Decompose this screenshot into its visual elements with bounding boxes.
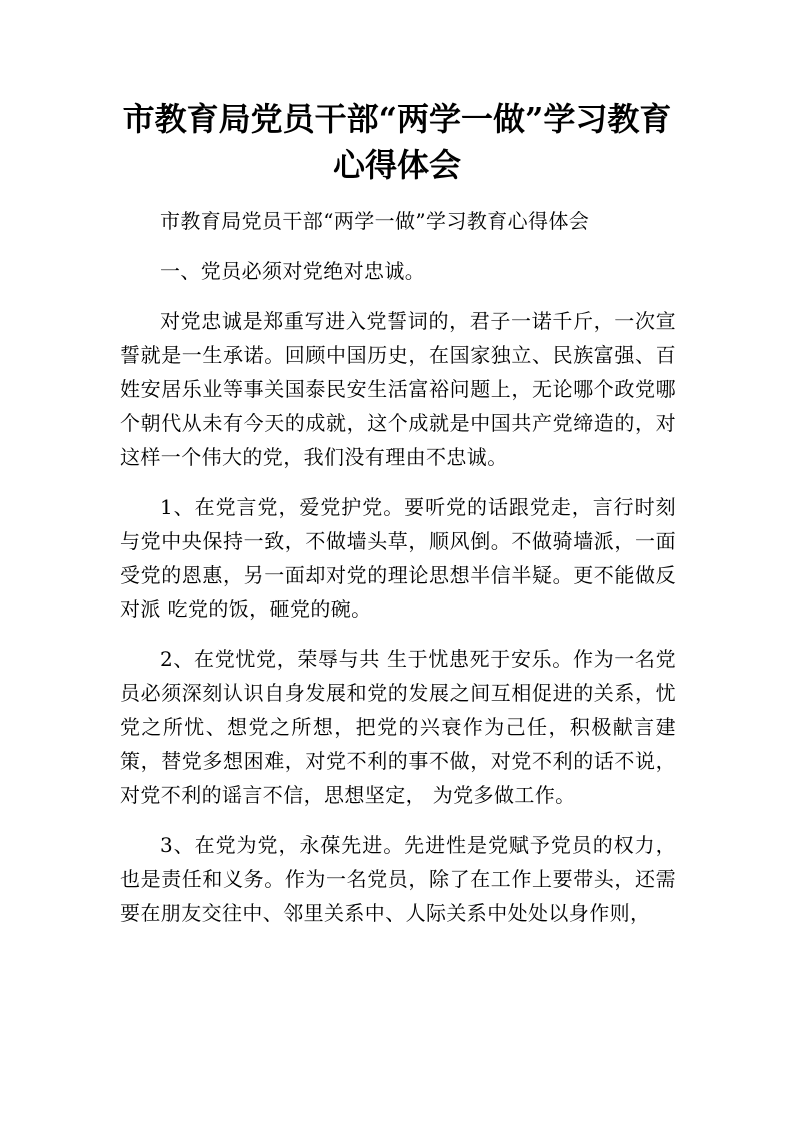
body-paragraph-4: 3、在党为党，永葆先进。先进性是党赋予党员的权力，也是责任和义务。作为一名党员，除了在工作上要带头，还需要在朋友交往中、邻里关系中、人际关系中处处以身作则， [120,833,676,925]
subtitle-paragraph: 市教育局党员干部“两学一做”学习教育心得体会 [160,209,590,233]
document-body [120,204,676,946]
document-title: 市教育局党员干部“两学一做”学习教育心得体会 [122,100,672,184]
body-paragraph-2: 1、在党言党，爱党护党。要听党的话跟党走，言行时刻与党中央保持一致，不做墙头草，顺风倒。不做骑墙派，一面受党的恩惠，另一面却对党的理论思想半信半疑。更不能做反对派 吃党的饭，砸党的碗。 [120,495,676,621]
body-paragraph-1: 对党忠诚是郑重写进入党誓词的，君子一诺千斤，一次宣誓就是一生承诺。回顾中国历史，在国家独立、民族富强、百姓安居乐业等事关国泰民安生活富裕问题上，无论哪个政党哪个朝代从未有今天的成就，这个成就是中国共产党缔造的，对这样一个伟大的党，我们没有理由不忠诚。 [120,309,676,469]
section-heading-1: 一、党员必须对党绝对忠诚。 [160,259,426,283]
body-paragraph-3: 2、在党忧党，荣辱与共 生于忧患死于安乐。作为一名党员必须深刻认识自身发展和党的发展之间互相促进的关系，忧党之所忧、想党之所想，把党的兴衰作为己任，积极献言建策，替党多想困难，对党不利的事不做，对党不利的话不说，对党不利的谣言不信，思想坚定， 为党多做工作。 [120,647,676,807]
